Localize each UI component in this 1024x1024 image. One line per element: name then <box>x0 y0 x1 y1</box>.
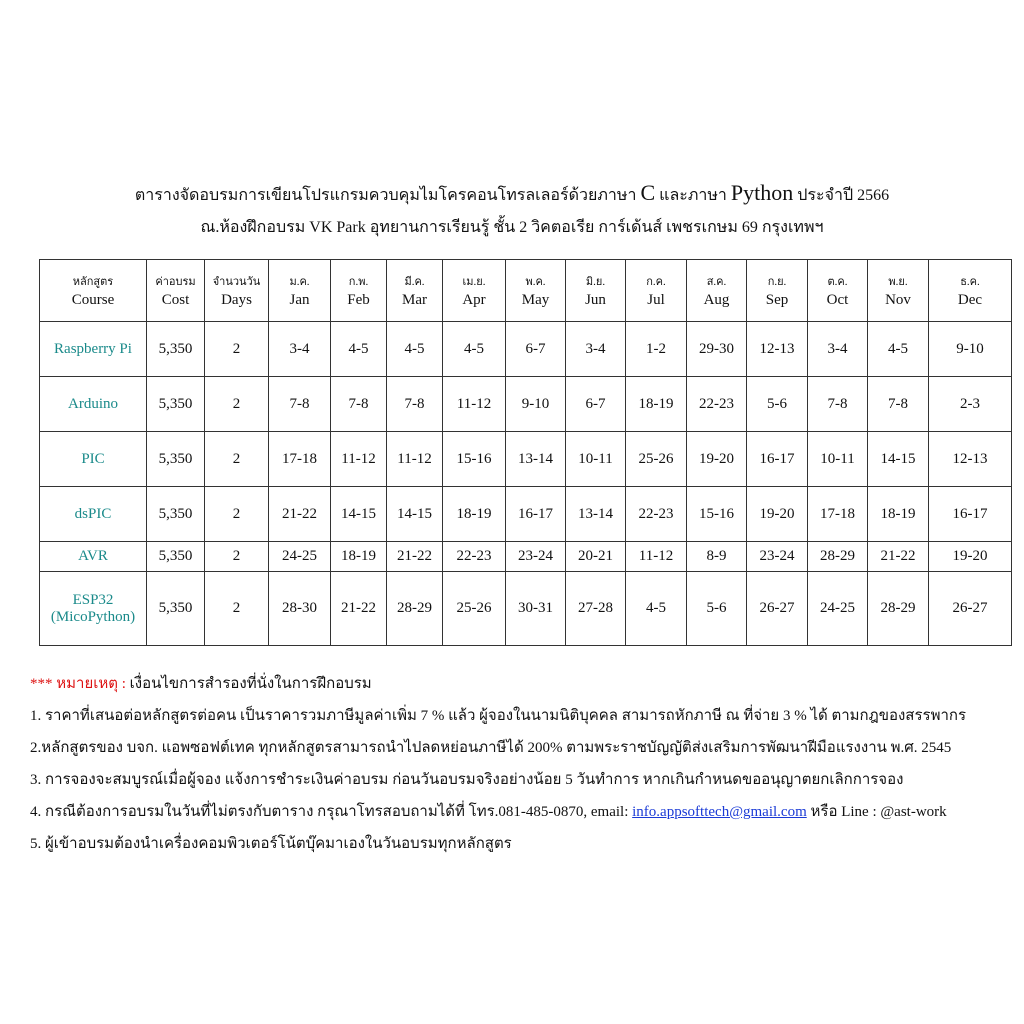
date-cell: 9-10 <box>929 322 1012 377</box>
course-name-cell <box>40 542 147 572</box>
days-cell: 2 <box>205 322 269 377</box>
date-cell: 26-27 <box>747 572 808 646</box>
cost-cell: 5,350 <box>147 572 205 646</box>
remark-text: เงื่อนไขการสำรองที่นั่งในการฝึกอบรม <box>125 676 372 692</box>
header-cell <box>566 260 626 322</box>
course-name-cell <box>40 572 147 646</box>
date-cell: 6-7 <box>566 377 626 432</box>
header-thai-label: ก.ย. <box>767 275 787 288</box>
date-cell: 14-15 <box>868 432 929 487</box>
header-english-label: Nov <box>885 291 911 308</box>
date-cell: 10-11 <box>566 432 626 487</box>
cost-cell: 5,350 <box>147 432 205 487</box>
header-thai-label: ธ.ค. <box>960 275 980 288</box>
date-cell: 17-18 <box>808 487 868 542</box>
date-cell: 26-27 <box>929 572 1012 646</box>
course-name: ESP32 <box>72 591 114 608</box>
date-cell: 25-26 <box>443 572 506 646</box>
date-cell: 16-17 <box>747 432 808 487</box>
cost-cell: 5,350 <box>147 377 205 432</box>
header-thai-label: พ.ย. <box>888 275 908 288</box>
date-cell: 4-5 <box>443 322 506 377</box>
header-thai-label: ส.ค. <box>706 275 727 288</box>
date-cell: 2-3 <box>929 377 1012 432</box>
date-cell: 22-23 <box>443 542 506 572</box>
date-cell: 4-5 <box>868 322 929 377</box>
header-thai-label: มี.ค. <box>404 275 425 288</box>
header-cell <box>205 260 269 322</box>
note-item-1: 1. ราคาที่เสนอต่อหลักสูตรต่อคน เป็นราคารวมภาษีมูลค่าเพิ่ม 7 % แล้ว ผู้จองในนามนิติบุคคล สามารถหักภาษี ณ ที่จ่าย 3 % ได้ ตามกฎของสรรพากร <box>30 708 967 724</box>
note-item-3: 3. การจองจะสมบูรณ์เมื่อผู้จอง แจ้งการชำระเงินค่าอบรม ก่อนวันอบรมจริงอย่างน้อย 5 วันทำการ หากเกินกำหนดขออนุญาตยกเลิกการจอง <box>30 772 904 788</box>
header-english-label: Jul <box>647 291 665 308</box>
header-english-label: Sep <box>765 291 789 308</box>
header-english-label: Apr <box>462 291 486 308</box>
date-cell: 23-24 <box>506 542 566 572</box>
course-name: Arduino <box>68 395 118 412</box>
date-cell: 12-13 <box>747 322 808 377</box>
date-cell: 11-12 <box>626 542 687 572</box>
header-english-label: Course <box>71 291 115 308</box>
header-english-label: Days <box>221 291 252 308</box>
date-cell: 16-17 <box>929 487 1012 542</box>
date-cell: 15-16 <box>687 487 747 542</box>
date-cell: 28-29 <box>868 572 929 646</box>
header-thai-label: ก.ค. <box>646 275 666 288</box>
date-cell: 19-20 <box>747 487 808 542</box>
date-cell: 24-25 <box>269 542 331 572</box>
date-cell: 12-13 <box>929 432 1012 487</box>
table-row <box>40 377 1012 432</box>
date-cell: 24-25 <box>808 572 868 646</box>
date-cell: 4-5 <box>626 572 687 646</box>
days-cell: 2 <box>205 432 269 487</box>
header-thai-label: ค่าอบรม <box>155 275 196 288</box>
date-cell: 18-19 <box>443 487 506 542</box>
header-english-label: Jun <box>585 291 606 308</box>
header-cell <box>868 260 929 322</box>
date-cell: 28-29 <box>387 572 443 646</box>
date-cell: 29-30 <box>687 322 747 377</box>
date-cell: 22-23 <box>687 377 747 432</box>
note-item-4 <box>30 796 966 828</box>
date-cell: 13-14 <box>506 432 566 487</box>
course-name-cell <box>40 377 147 432</box>
header-english-label: Mar <box>402 291 427 308</box>
header-cell <box>269 260 331 322</box>
date-cell: 28-30 <box>269 572 331 646</box>
header-english-label: Oct <box>826 291 849 308</box>
header-english-label: Dec <box>957 291 983 308</box>
date-cell: 7-8 <box>868 377 929 432</box>
document-subtitle: ณ.ห้องฝึกอบรม VK Park อุทยานการเรียนรู้ ชั้น 2 วิคตอเรีย การ์เด้นส์ เพชรเกษม 69 กรุงเทพฯ <box>200 219 824 236</box>
date-cell: 11-12 <box>443 377 506 432</box>
header-cell <box>929 260 1012 322</box>
header-english-label: Feb <box>347 291 370 308</box>
table-body <box>40 322 1012 646</box>
course-name: AVR <box>78 548 108 564</box>
header-english-label: May <box>521 291 550 308</box>
days-cell: 2 <box>205 377 269 432</box>
note-item-2: 2.หลักสูตรของ บจก. แอพซอฟต์เทค ทุกหลักสูตรสามารถนำไปลดหย่อนภาษีได้ 200% ตามพระราชบัญญัติส่งเสริมการพัฒนาฝีมือแรงงาน พ.ศ. 2545 <box>30 740 952 756</box>
header-cell <box>687 260 747 322</box>
date-cell: 14-15 <box>331 487 387 542</box>
table-row <box>40 322 1012 377</box>
header-thai-label: ก.พ. <box>348 275 369 288</box>
title-python: Python <box>730 180 794 205</box>
course-name: (MicoPython) <box>50 608 136 625</box>
date-cell: 8-9 <box>687 542 747 572</box>
date-cell: 4-5 <box>387 322 443 377</box>
header-english-label: Aug <box>703 291 730 308</box>
header-cell <box>443 260 506 322</box>
header-english-label: Jan <box>289 291 310 308</box>
date-cell: 5-6 <box>687 572 747 646</box>
date-cell: 22-23 <box>626 487 687 542</box>
date-cell: 30-31 <box>506 572 566 646</box>
date-cell: 21-22 <box>868 542 929 572</box>
remark-line <box>30 668 966 700</box>
header-thai-label: มิ.ย. <box>585 275 606 288</box>
table-header-row <box>40 260 1012 322</box>
cost-cell: 5,350 <box>147 322 205 377</box>
note-item-4-prefix: 4. กรณีต้องการอบรมในวันที่ไม่ตรงกับตาราง กรุณาโทรสอบถามได้ที่ โทร.081-485-0870, email: <box>30 804 633 820</box>
days-cell: 2 <box>205 487 269 542</box>
table-row <box>40 572 1012 646</box>
cost-cell: 5,350 <box>147 542 205 572</box>
date-cell: 15-16 <box>443 432 506 487</box>
date-cell: 7-8 <box>808 377 868 432</box>
date-cell: 11-12 <box>387 432 443 487</box>
date-cell: 19-20 <box>929 542 1012 572</box>
date-cell: 21-22 <box>387 542 443 572</box>
notes-section <box>30 668 966 860</box>
header-cell <box>147 260 205 322</box>
date-cell: 9-10 <box>506 377 566 432</box>
date-cell: 5-6 <box>747 377 808 432</box>
table-row <box>40 487 1012 542</box>
date-cell: 25-26 <box>626 432 687 487</box>
date-cell: 23-24 <box>747 542 808 572</box>
note-item-5: 5. ผู้เข้าอบรมต้องนำเครื่องคอมพิวเตอร์โน้ตบุ๊คมาเองในวันอบรมทุกหลักสูตร <box>30 836 512 852</box>
course-name: dsPIC <box>74 505 112 522</box>
document-title <box>0 180 1024 208</box>
date-cell: 6-7 <box>506 322 566 377</box>
date-cell: 18-19 <box>331 542 387 572</box>
schedule-table <box>39 259 1012 646</box>
title-part1: ตารางจัดอบรมการเขียนโปรแกรมควบคุมไมโครคอนโทรลเลอร์ด้วยภาษา <box>134 187 641 204</box>
header-cell <box>506 260 566 322</box>
table-row <box>40 432 1012 487</box>
header-cell <box>387 260 443 322</box>
date-cell: 20-21 <box>566 542 626 572</box>
header-cell <box>331 260 387 322</box>
course-name-cell <box>40 432 147 487</box>
email-link[interactable]: info.appsofttech@gmail.com <box>632 804 807 820</box>
note-item-4-suffix: หรือ Line : @ast-work <box>806 804 947 820</box>
title-part3: ประจำปี 2566 <box>793 187 890 204</box>
cost-cell: 5,350 <box>147 487 205 542</box>
header-thai-label: ต.ค. <box>827 275 848 288</box>
date-cell: 7-8 <box>331 377 387 432</box>
date-cell: 21-22 <box>331 572 387 646</box>
date-cell: 3-4 <box>808 322 868 377</box>
header-thai-label: ม.ค. <box>289 275 310 288</box>
date-cell: 7-8 <box>269 377 331 432</box>
date-cell: 3-4 <box>566 322 626 377</box>
date-cell: 19-20 <box>687 432 747 487</box>
date-cell: 21-22 <box>269 487 331 542</box>
date-cell: 28-29 <box>808 542 868 572</box>
date-cell: 18-19 <box>626 377 687 432</box>
date-cell: 27-28 <box>566 572 626 646</box>
remark-label: *** หมายเหตุ : <box>30 676 126 692</box>
date-cell: 4-5 <box>331 322 387 377</box>
date-cell: 3-4 <box>269 322 331 377</box>
title-part2: และภาษา <box>655 187 731 204</box>
days-cell: 2 <box>205 542 269 572</box>
header-thai-label: พ.ค. <box>525 275 546 288</box>
header-cell <box>626 260 687 322</box>
date-cell: 16-17 <box>506 487 566 542</box>
title-c: C <box>640 180 656 205</box>
days-cell: 2 <box>205 572 269 646</box>
course-name-cell <box>40 322 147 377</box>
header-cell <box>808 260 868 322</box>
date-cell: 18-19 <box>868 487 929 542</box>
header-english-label: Cost <box>161 291 190 308</box>
header-cell <box>747 260 808 322</box>
date-cell: 7-8 <box>387 377 443 432</box>
header-thai-label: เม.ย. <box>462 275 486 288</box>
date-cell: 17-18 <box>269 432 331 487</box>
date-cell: 10-11 <box>808 432 868 487</box>
header-cell <box>40 260 147 322</box>
table-row <box>40 542 1012 572</box>
course-name: Raspberry Pi <box>54 340 132 357</box>
course-name-cell <box>40 487 147 542</box>
date-cell: 11-12 <box>331 432 387 487</box>
header-thai-label: จำนวนวัน <box>212 275 261 288</box>
course-name: PIC <box>81 450 105 467</box>
date-cell: 13-14 <box>566 487 626 542</box>
header-thai-label: หลักสูตร <box>72 275 114 288</box>
date-cell: 1-2 <box>626 322 687 377</box>
date-cell: 14-15 <box>387 487 443 542</box>
